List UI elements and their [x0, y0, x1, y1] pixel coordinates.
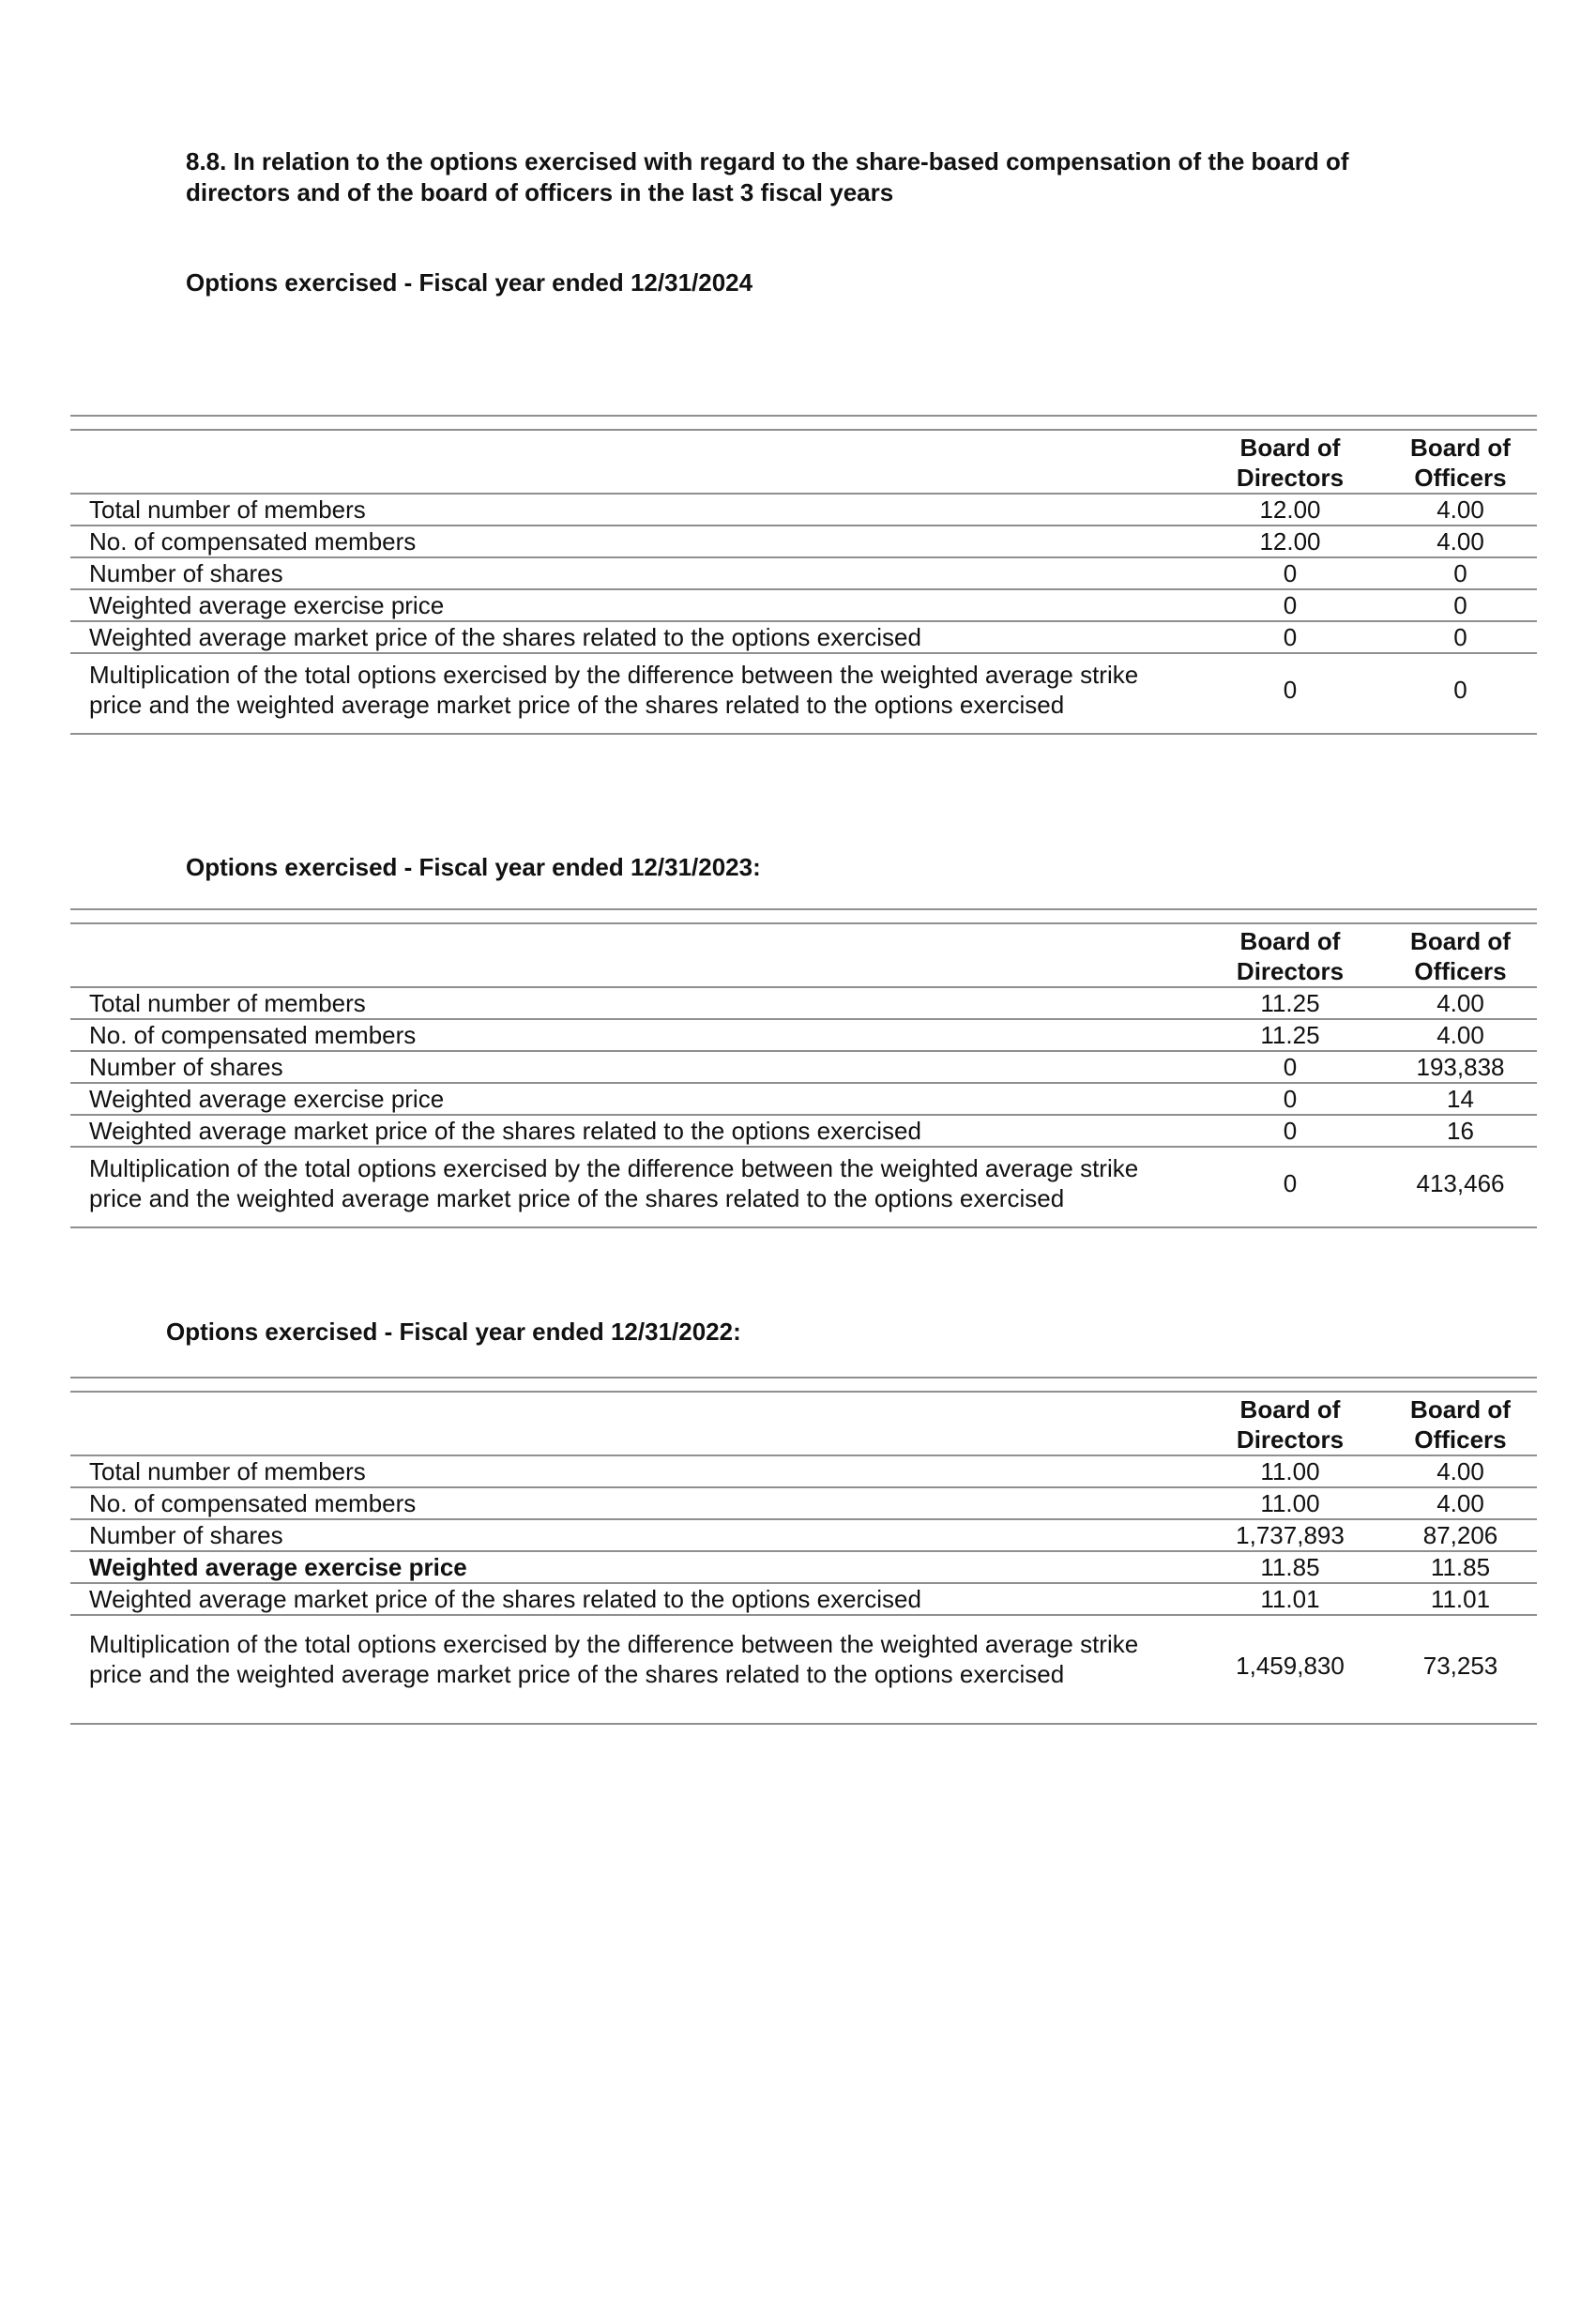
- directors-value: 12.00: [1196, 494, 1384, 525]
- table-row: [70, 1455, 1537, 1487]
- header-board-of-directors: Board of Directors: [1196, 430, 1384, 494]
- directors-value: 11.00: [1196, 1455, 1384, 1487]
- table-row: [70, 525, 1537, 557]
- table-row: [70, 1083, 1537, 1115]
- officers-value: 11.01: [1384, 1583, 1537, 1615]
- table-header-row: [70, 430, 1537, 494]
- directors-value: 0: [1196, 589, 1384, 621]
- officers-value: 193,838: [1384, 1051, 1537, 1083]
- officers-value: 0: [1384, 653, 1537, 734]
- header-label-blank: [70, 923, 1196, 987]
- row-label: Number of shares: [70, 1519, 1196, 1551]
- row-label: Multiplication of the total options exercised by the difference between the weighted average strike price and the weighted average market price of the shares related to the options exercised: [70, 653, 1196, 734]
- table-header-row: [70, 923, 1537, 987]
- header-board-of-officers: Board of Officers: [1384, 1392, 1537, 1455]
- directors-value: 1,459,830: [1196, 1615, 1384, 1724]
- table-row: [70, 557, 1537, 589]
- table-row: [70, 1519, 1537, 1551]
- directors-value: 11.00: [1196, 1487, 1384, 1519]
- row-label: Multiplication of the total options exercised by the difference between the weighted average strike price and the weighted average market price of the shares related to the options exercised: [70, 1615, 1196, 1724]
- officers-value: 0: [1384, 557, 1537, 589]
- table-top-rule: [70, 908, 1537, 910]
- table-header-row: [70, 1392, 1537, 1455]
- section-title-2024: Options exercised - Fiscal year ended 12/31/2024: [186, 268, 753, 297]
- table-row: [70, 1147, 1537, 1227]
- directors-value: 0: [1196, 621, 1384, 653]
- directors-value: 12.00: [1196, 525, 1384, 557]
- table-row: [70, 987, 1537, 1019]
- row-label: Total number of members: [70, 987, 1196, 1019]
- officers-value: 4.00: [1384, 1019, 1537, 1051]
- row-label: Weighted average exercise price: [70, 589, 1196, 621]
- officers-value: 4.00: [1384, 525, 1537, 557]
- table-row: [70, 1551, 1537, 1583]
- officers-value: 413,466: [1384, 1147, 1537, 1227]
- officers-value: 73,253: [1384, 1615, 1537, 1724]
- table-top-rule: [70, 1377, 1537, 1378]
- officers-value: 0: [1384, 589, 1537, 621]
- row-label: Weighted average market price of the shares related to the options exercised: [70, 1583, 1196, 1615]
- directors-value: 11.25: [1196, 987, 1384, 1019]
- directors-value: 0: [1196, 1115, 1384, 1147]
- directors-value: 11.85: [1196, 1551, 1384, 1583]
- directors-value: 0: [1196, 1083, 1384, 1115]
- row-label: Weighted average market price of the shares related to the options exercised: [70, 1115, 1196, 1147]
- row-label: Weighted average market price of the shares related to the options exercised: [70, 621, 1196, 653]
- header-board-of-officers: Board of Officers: [1384, 923, 1537, 987]
- table-row: [70, 1583, 1537, 1615]
- directors-value: 11.25: [1196, 1019, 1384, 1051]
- row-label: Multiplication of the total options exercised by the difference between the weighted average strike price and the weighted average market price of the shares related to the options exercised: [70, 1147, 1196, 1227]
- officers-value: 4.00: [1384, 1487, 1537, 1519]
- table-row: [70, 589, 1537, 621]
- section-title-2022: Options exercised - Fiscal year ended 12/31/2022:: [166, 1318, 741, 1346]
- officers-value: 4.00: [1384, 987, 1537, 1019]
- page-heading: 8.8. In relation to the options exercised with regard to the share-based compensation of the board of directors and of the board of officers in the last 3 fiscal years: [186, 147, 1349, 206]
- directors-value: 0: [1196, 557, 1384, 589]
- header-label-blank: [70, 430, 1196, 494]
- table-row: [70, 1487, 1537, 1519]
- table-row: [70, 621, 1537, 653]
- table-top-rule: [70, 415, 1537, 417]
- directors-value: 1,737,893: [1196, 1519, 1384, 1551]
- row-label: Number of shares: [70, 1051, 1196, 1083]
- row-label: Total number of members: [70, 1455, 1196, 1487]
- row-label: Total number of members: [70, 494, 1196, 525]
- officers-value: 0: [1384, 621, 1537, 653]
- officers-value: 4.00: [1384, 494, 1537, 525]
- header-board-of-directors: Board of Directors: [1196, 923, 1384, 987]
- table-row: [70, 1115, 1537, 1147]
- table-row: [70, 1615, 1537, 1724]
- officers-value: 4.00: [1384, 1455, 1537, 1487]
- officers-value: 87,206: [1384, 1519, 1537, 1551]
- header-label-blank: [70, 1392, 1196, 1455]
- directors-value: 0: [1196, 1147, 1384, 1227]
- row-label: Weighted average exercise price: [70, 1083, 1196, 1115]
- table-row: [70, 494, 1537, 525]
- directors-value: 11.01: [1196, 1583, 1384, 1615]
- officers-value: 16: [1384, 1115, 1537, 1147]
- directors-value: 0: [1196, 1051, 1384, 1083]
- table-row: [70, 653, 1537, 734]
- row-label: No. of compensated members: [70, 1019, 1196, 1051]
- officers-value: 11.85: [1384, 1551, 1537, 1583]
- row-label: No. of compensated members: [70, 1487, 1196, 1519]
- row-label: Weighted average exercise price: [70, 1551, 1196, 1583]
- table-row: [70, 1051, 1537, 1083]
- header-board-of-directors: Board of Directors: [1196, 1392, 1384, 1455]
- section-title-2023: Options exercised - Fiscal year ended 12/31/2023:: [186, 853, 761, 881]
- row-label: No. of compensated members: [70, 525, 1196, 557]
- header-board-of-officers: Board of Officers: [1384, 430, 1537, 494]
- officers-value: 14: [1384, 1083, 1537, 1115]
- table-row: [70, 1019, 1537, 1051]
- directors-value: 0: [1196, 653, 1384, 734]
- row-label: Number of shares: [70, 557, 1196, 589]
